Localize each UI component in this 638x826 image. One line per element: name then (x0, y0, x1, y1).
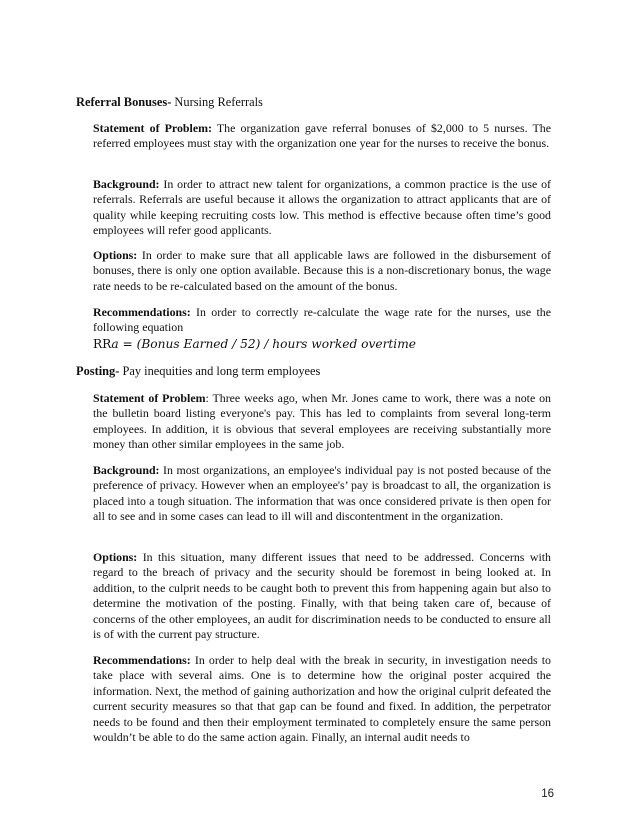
section-heading-lead: Posting- (76, 364, 120, 378)
posting-background (93, 463, 551, 525)
wage-rate-equation (93, 336, 416, 352)
posting-recommendations (93, 653, 551, 745)
paragraph-text: In order to attract new talent for organizations, a common practice is the use of referrals. Referrals are useful because it allows the organization to attract applicants that are of quality while keeping recruiting costs low. This method is effective because often time’s good employees will refer good applicants. (93, 177, 551, 238)
referral-background (93, 177, 551, 239)
page-number: 16 (541, 788, 554, 800)
paragraph-lead: Statement of Problem: (93, 121, 212, 135)
paragraph-lead: Background: (93, 177, 160, 191)
section-heading-rest: Pay inequities and long term employees (119, 364, 321, 378)
referral-options (93, 248, 551, 294)
paragraph-lead: Options: (93, 248, 138, 262)
section-heading-referral-bonuses (76, 94, 263, 110)
paragraph-text: The organization gave referral bonuses of $2,000 to 5 nurses. The referred employees must stay with the organization one year for the nurses to receive the bonus. (93, 121, 551, 151)
paragraph-text: In order to correctly re-calculate the wage rate for the nurses, use the following equation (93, 305, 551, 335)
paragraph-text: In most organizations, an employee's individual pay is not posted because of the preference of privacy. However when an employee's’ pay is broadcast to all, the organization is placed into a tough situation. The information that was once considered private is then open for all to see and in some cases can lead to ill will and discontentment in the organization. (93, 463, 551, 524)
paragraph-lead: Recommendations: (93, 305, 191, 319)
equation-prefix: RR (93, 337, 112, 351)
posting-options (93, 550, 551, 642)
paragraph-lead: Statement of Problem (93, 391, 206, 405)
section-heading-rest: Nursing Referrals (171, 95, 263, 109)
equation-math: a = (Bonus Earned / 52) / hours worked overtime (111, 337, 416, 351)
referral-statement-of-problem (93, 121, 551, 152)
posting-statement-of-problem (93, 391, 551, 453)
section-heading-lead: Referral Bonuses- (76, 95, 172, 109)
paragraph-lead: Options: (93, 550, 138, 564)
paragraph-text: : Three weeks ago, when Mr. Jones came to work, there was a note on the bulletin board listing everyone's pay. This has led to complaints from several long-term employees. In addition, it is obvious that several employees are receiving substantially more money than other similar employees in the same job. (93, 391, 552, 452)
section-heading-posting (76, 363, 320, 379)
paragraph-text: In this situation, many different issues that need to be addressed. Concerns with regard to the breach of privacy and the security should be foremost in being looked at. In addition, to the culprit needs to be caught both to prevent this from happening again but also to determine the motivation of the posting. Finally, with that being taken care of, because of concerns of the other employees, an audit for discrimination needs to be conducted to ensure all is of with the current pay structure. (93, 550, 551, 642)
referral-recommendations (93, 305, 551, 336)
paragraph-lead: Background: (93, 463, 160, 477)
paragraph-text: In order to help deal with the break in security, in investigation needs to take place with several aims. One is to determine how the original poster acquired the information. Next, the method of gaining authorization and how the original culprit defeated the current security measures so that that gap can be found and fixed. In addition, the perpetrator needs to be found and then their employment terminated to completely ensure the same person wouldn’t be able to do the same action again. Finally, an internal audit needs to (93, 653, 551, 745)
paragraph-text: In order to make sure that all applicable laws are followed in the disbursement of bonuses, there is only one option available. Because this is a non-discretionary bonus, the wage rate needs to be re-calculated based on the amount of the bonus. (93, 248, 551, 293)
paragraph-lead: Recommendations: (93, 653, 191, 667)
